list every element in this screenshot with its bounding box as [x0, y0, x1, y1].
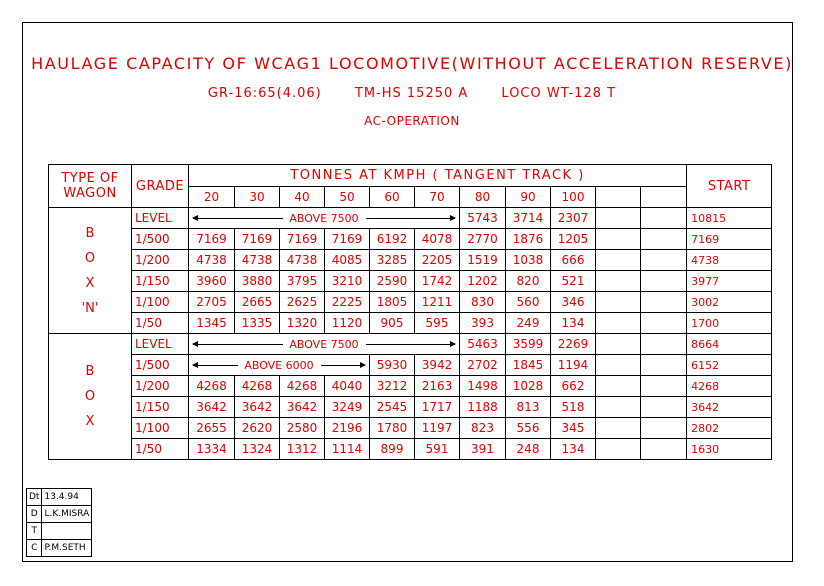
signature-key: C — [27, 540, 42, 557]
value-cell: 7169 — [189, 229, 235, 250]
empty-cell — [641, 397, 687, 418]
value-cell: 5743 — [460, 208, 506, 229]
value-cell: 1519 — [460, 250, 506, 271]
arrow-right-icon — [321, 365, 366, 366]
value-cell: 3880 — [235, 271, 280, 292]
loco-text: LOCO WT-128 T — [501, 86, 617, 101]
signature-key: D — [27, 506, 42, 523]
grade-cell: 1/100 — [132, 292, 189, 313]
empty-cell — [641, 418, 687, 439]
value-cell: 1876 — [506, 229, 551, 250]
grade-cell: 1/100 — [132, 418, 189, 439]
start-cell: 1700 — [687, 313, 772, 334]
value-cell: 4738 — [280, 250, 325, 271]
main-title: HAULAGE CAPACITY OF WCAG1 LOCOMOTIVE(WITHOUT ACCELERATION RESERVE) — [31, 54, 793, 73]
value-cell: 830 — [460, 292, 506, 313]
value-cell: 3249 — [325, 397, 370, 418]
value-cell: 3942 — [415, 355, 460, 376]
value-cell: 7169 — [325, 229, 370, 250]
value-cell: 4085 — [325, 250, 370, 271]
operation-title: AC-OPERATION — [364, 114, 460, 128]
start-cell: 4738 — [687, 250, 772, 271]
value-cell: 3599 — [506, 334, 551, 355]
grade-cell: 1/200 — [132, 376, 189, 397]
value-cell: 3212 — [370, 376, 415, 397]
range-label: ABOVE 7500 — [286, 338, 361, 351]
empty-cell — [596, 418, 641, 439]
signature-value: L.K.MISRA — [42, 506, 92, 523]
value-cell: 248 — [506, 439, 551, 460]
wagon-letter: O — [84, 389, 96, 404]
speed-header: 40 — [280, 187, 325, 208]
speed-header: 80 — [460, 187, 506, 208]
value-cell: 4040 — [325, 376, 370, 397]
empty-cell — [596, 355, 641, 376]
value-cell: 4268 — [235, 376, 280, 397]
value-cell: 1324 — [235, 439, 280, 460]
empty-cell — [641, 271, 687, 292]
value-cell: 2665 — [235, 292, 280, 313]
value-cell: 2163 — [415, 376, 460, 397]
value-cell: 3210 — [325, 271, 370, 292]
value-cell: 662 — [551, 376, 596, 397]
speed-header: 20 — [189, 187, 235, 208]
value-cell: 5463 — [460, 334, 506, 355]
start-cell: 6152 — [687, 355, 772, 376]
value-cell: 1805 — [370, 292, 415, 313]
value-cell: 518 — [551, 397, 596, 418]
gradient-text: GR-16:65(4.06) — [207, 86, 322, 101]
value-cell: 2655 — [189, 418, 235, 439]
value-cell: 2196 — [325, 418, 370, 439]
empty-cell — [596, 271, 641, 292]
value-cell: 1845 — [506, 355, 551, 376]
signature-value: 13.4.94 — [42, 489, 92, 506]
value-cell: 591 — [415, 439, 460, 460]
value-cell: 134 — [551, 313, 596, 334]
speed-header: 30 — [235, 187, 280, 208]
empty-cell — [596, 313, 641, 334]
value-cell: 2770 — [460, 229, 506, 250]
value-cell: 1742 — [415, 271, 460, 292]
value-cell: 905 — [370, 313, 415, 334]
value-cell: 1205 — [551, 229, 596, 250]
signature-row — [27, 523, 92, 540]
grade-cell: 1/500 — [132, 355, 189, 376]
haulage-table — [48, 164, 772, 460]
empty-cell — [641, 334, 687, 355]
value-cell: 1114 — [325, 439, 370, 460]
signature-key: Dt — [27, 489, 42, 506]
empty-header — [641, 187, 687, 208]
empty-cell — [596, 376, 641, 397]
range-label: ABOVE 6000 — [241, 359, 316, 372]
empty-cell — [641, 313, 687, 334]
range-span-cell — [189, 208, 460, 229]
value-cell: 4738 — [189, 250, 235, 271]
table-row — [49, 250, 772, 271]
value-cell: 521 — [551, 271, 596, 292]
value-cell: 4268 — [280, 376, 325, 397]
start-cell: 2802 — [687, 418, 772, 439]
range-span-cell — [189, 334, 460, 355]
value-cell: 3642 — [189, 397, 235, 418]
signature-value: P.M.SETH — [42, 540, 92, 557]
table-row — [49, 229, 772, 250]
value-cell: 1197 — [415, 418, 460, 439]
arrow-right-icon — [366, 344, 456, 345]
value-cell: 560 — [506, 292, 551, 313]
wagon-letter: 'N' — [81, 300, 99, 316]
value-cell: 899 — [370, 439, 415, 460]
value-cell: 7169 — [280, 229, 325, 250]
value-cell: 7169 — [235, 229, 280, 250]
start-cell: 3002 — [687, 292, 772, 313]
value-cell: 1335 — [235, 313, 280, 334]
wagon-letter: X — [85, 414, 95, 429]
value-cell: 666 — [551, 250, 596, 271]
value-cell: 813 — [506, 397, 551, 418]
table-row — [49, 334, 772, 355]
grade-cell: 1/50 — [132, 313, 189, 334]
value-cell: 1334 — [189, 439, 235, 460]
value-cell: 346 — [551, 292, 596, 313]
value-cell: 1320 — [280, 313, 325, 334]
value-cell: 1194 — [551, 355, 596, 376]
value-cell: 2205 — [415, 250, 460, 271]
empty-cell — [596, 250, 641, 271]
empty-cell — [596, 229, 641, 250]
table-row — [49, 292, 772, 313]
empty-cell — [596, 292, 641, 313]
subtitle-line — [0, 86, 824, 101]
value-cell: 345 — [551, 418, 596, 439]
speed-header: 70 — [415, 187, 460, 208]
value-cell: 249 — [506, 313, 551, 334]
value-cell: 2307 — [551, 208, 596, 229]
start-cell: 7169 — [687, 229, 772, 250]
empty-cell — [596, 397, 641, 418]
grade-cell: 1/200 — [132, 250, 189, 271]
value-cell: 820 — [506, 271, 551, 292]
grade-cell: LEVEL — [132, 334, 189, 355]
wagon-letter: B — [85, 225, 95, 241]
table-row — [49, 376, 772, 397]
value-cell: 4078 — [415, 229, 460, 250]
grade-header: GRADE — [132, 165, 189, 208]
header-row-1 — [49, 165, 772, 187]
wagon-letter: X — [85, 275, 95, 291]
value-cell: 2620 — [235, 418, 280, 439]
signature-body — [27, 489, 92, 557]
value-cell: 3642 — [280, 397, 325, 418]
table-row — [49, 397, 772, 418]
signature-row — [27, 489, 92, 506]
start-cell: 3977 — [687, 271, 772, 292]
value-cell: 1211 — [415, 292, 460, 313]
arrow-left-icon — [193, 344, 283, 345]
trailing-load-text: TM-HS 15250 A — [354, 86, 469, 101]
start-cell: 8664 — [687, 334, 772, 355]
empty-cell — [596, 334, 641, 355]
empty-cell — [641, 376, 687, 397]
signature-value — [42, 523, 92, 540]
value-cell: 3795 — [280, 271, 325, 292]
start-cell: 10815 — [687, 208, 772, 229]
grade-cell: 1/500 — [132, 229, 189, 250]
value-cell: 2580 — [280, 418, 325, 439]
wagon-letter: O — [84, 250, 96, 266]
arrow-left-icon — [193, 365, 238, 366]
wagon-type-cell — [49, 334, 132, 460]
grade-cell: 1/150 — [132, 271, 189, 292]
speed-header: 90 — [506, 187, 551, 208]
empty-header — [596, 187, 641, 208]
value-cell: 5930 — [370, 355, 415, 376]
value-cell: 3960 — [189, 271, 235, 292]
value-cell: 2625 — [280, 292, 325, 313]
empty-cell — [596, 208, 641, 229]
value-cell: 4268 — [189, 376, 235, 397]
value-cell: 6192 — [370, 229, 415, 250]
start-cell: 4268 — [687, 376, 772, 397]
type-header-line1: TYPE OF — [61, 171, 119, 186]
empty-cell — [596, 439, 641, 460]
table-row — [49, 439, 772, 460]
empty-cell — [641, 355, 687, 376]
value-cell: 2269 — [551, 334, 596, 355]
value-cell: 556 — [506, 418, 551, 439]
arrow-left-icon — [193, 218, 283, 219]
speed-header: 60 — [370, 187, 415, 208]
signature-block — [26, 488, 92, 557]
signature-row — [27, 506, 92, 523]
start-cell: 1630 — [687, 439, 772, 460]
grade-cell: 1/50 — [132, 439, 189, 460]
table-row — [49, 418, 772, 439]
grade-cell: 1/150 — [132, 397, 189, 418]
value-cell: 3285 — [370, 250, 415, 271]
grade-cell: LEVEL — [132, 208, 189, 229]
type-header-line2: WAGON — [63, 186, 117, 201]
table-row — [49, 208, 772, 229]
signature-key: T — [27, 523, 42, 540]
value-cell: 595 — [415, 313, 460, 334]
value-cell: 1038 — [506, 250, 551, 271]
wagon-letter: B — [85, 364, 95, 379]
empty-cell — [641, 250, 687, 271]
value-cell: 3642 — [235, 397, 280, 418]
table-body — [49, 165, 772, 460]
table-row — [49, 313, 772, 334]
range-span-cell — [189, 355, 370, 376]
value-cell: 1345 — [189, 313, 235, 334]
empty-cell — [641, 229, 687, 250]
value-cell: 1202 — [460, 271, 506, 292]
value-cell: 2705 — [189, 292, 235, 313]
value-cell: 1498 — [460, 376, 506, 397]
value-cell: 393 — [460, 313, 506, 334]
value-cell: 391 — [460, 439, 506, 460]
speed-header: 100 — [551, 187, 596, 208]
start-header: START — [687, 165, 772, 208]
range-label: ABOVE 7500 — [286, 212, 361, 225]
value-cell: 2225 — [325, 292, 370, 313]
signature-row — [27, 540, 92, 557]
start-cell: 3642 — [687, 397, 772, 418]
type-of-wagon-header — [49, 165, 132, 208]
empty-cell — [641, 208, 687, 229]
speed-header: 50 — [325, 187, 370, 208]
value-cell: 3714 — [506, 208, 551, 229]
value-cell: 1312 — [280, 439, 325, 460]
empty-cell — [641, 292, 687, 313]
value-cell: 1188 — [460, 397, 506, 418]
tonnes-header: TONNES AT KMPH ( TANGENT TRACK ) — [189, 165, 687, 187]
arrow-right-icon — [366, 218, 456, 219]
value-cell: 134 — [551, 439, 596, 460]
value-cell: 4738 — [235, 250, 280, 271]
value-cell: 2590 — [370, 271, 415, 292]
value-cell: 1780 — [370, 418, 415, 439]
value-cell: 1717 — [415, 397, 460, 418]
wagon-type-cell — [49, 208, 132, 334]
value-cell: 1028 — [506, 376, 551, 397]
table-row — [49, 271, 772, 292]
table-row — [49, 355, 772, 376]
value-cell: 1120 — [325, 313, 370, 334]
value-cell: 2702 — [460, 355, 506, 376]
value-cell: 823 — [460, 418, 506, 439]
empty-cell — [641, 439, 687, 460]
value-cell: 2545 — [370, 397, 415, 418]
